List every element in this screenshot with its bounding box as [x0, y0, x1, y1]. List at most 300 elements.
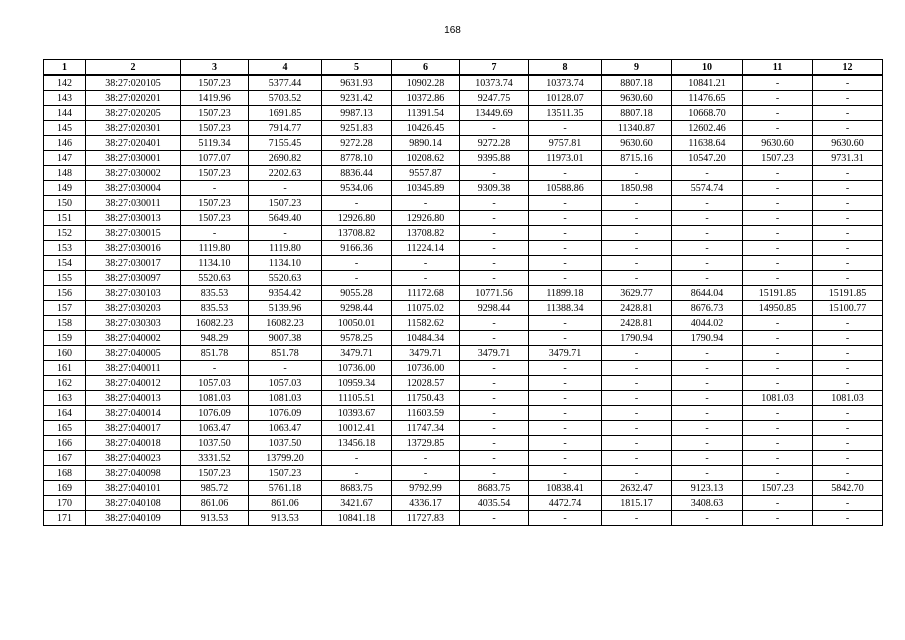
table-cell: 155 — [44, 271, 86, 286]
table-cell: - — [322, 466, 392, 481]
table-cell: 38:27:030017 — [86, 256, 181, 271]
table-cell: 11388.34 — [529, 301, 602, 316]
table-cell: 159 — [44, 331, 86, 346]
table-cell: 38:27:020205 — [86, 106, 181, 121]
table-cell: 5703.52 — [249, 91, 322, 106]
table-cell: - — [813, 121, 883, 136]
table-cell: 38:27:030015 — [86, 226, 181, 241]
table-cell: - — [672, 406, 743, 421]
table-cell: - — [602, 436, 672, 451]
table-cell: 10841.18 — [322, 511, 392, 526]
table-cell: - — [813, 166, 883, 181]
table-cell: 1507.23 — [743, 481, 813, 496]
column-header-8: 8 — [529, 60, 602, 76]
table-cell: - — [460, 466, 529, 481]
table-cell: - — [813, 331, 883, 346]
table-row — [44, 91, 883, 106]
table-row — [44, 406, 883, 421]
column-header-2: 2 — [86, 60, 181, 76]
table-cell: - — [743, 91, 813, 106]
table-row — [44, 286, 883, 301]
table-row — [44, 436, 883, 451]
table-cell: 1507.23 — [181, 106, 249, 121]
table-cell: 168 — [44, 466, 86, 481]
table-cell: 9757.81 — [529, 136, 602, 151]
table-cell: 4472.74 — [529, 496, 602, 511]
table-cell: - — [672, 196, 743, 211]
table-cell: 3479.71 — [460, 346, 529, 361]
table-cell: - — [249, 226, 322, 241]
table-cell: 10373.74 — [460, 75, 529, 91]
table-cell: 10547.20 — [672, 151, 743, 166]
table-cell: 10736.00 — [392, 361, 460, 376]
table-cell: - — [743, 226, 813, 241]
table-cell: - — [460, 166, 529, 181]
table-cell: 8807.18 — [602, 75, 672, 91]
table-cell: 169 — [44, 481, 86, 496]
table-cell: 1507.23 — [181, 75, 249, 91]
table-cell: - — [813, 466, 883, 481]
table-cell: - — [602, 361, 672, 376]
table-cell: 10841.21 — [672, 75, 743, 91]
table-header — [44, 60, 883, 76]
table-cell: 4044.02 — [672, 316, 743, 331]
table-cell: - — [392, 256, 460, 271]
table-cell: - — [672, 466, 743, 481]
table-cell: - — [602, 466, 672, 481]
column-header-5: 5 — [322, 60, 392, 76]
table-cell: 2632.47 — [602, 481, 672, 496]
table-cell: - — [602, 421, 672, 436]
table-cell: 1815.17 — [602, 496, 672, 511]
table-cell: - — [743, 211, 813, 226]
table-cell: 38:27:040109 — [86, 511, 181, 526]
table-cell: 11638.64 — [672, 136, 743, 151]
table-cell: - — [672, 451, 743, 466]
table-cell: - — [392, 271, 460, 286]
column-header-4: 4 — [249, 60, 322, 76]
table-cell: 9792.99 — [392, 481, 460, 496]
table-cell: 164 — [44, 406, 86, 421]
table-cell: 4336.17 — [392, 496, 460, 511]
table-cell: - — [529, 421, 602, 436]
table-cell: - — [743, 241, 813, 256]
table-cell: - — [460, 271, 529, 286]
table-cell: 143 — [44, 91, 86, 106]
table-cell: 38:27:030002 — [86, 166, 181, 181]
table-cell: 9987.13 — [322, 106, 392, 121]
table-cell: 10902.28 — [392, 75, 460, 91]
table-cell: 9890.14 — [392, 136, 460, 151]
table-cell: 835.53 — [181, 301, 249, 316]
table-cell: 167 — [44, 451, 86, 466]
table-cell: 1134.10 — [249, 256, 322, 271]
table-cell: 835.53 — [181, 286, 249, 301]
table-cell: 11750.43 — [392, 391, 460, 406]
table-cell: - — [529, 121, 602, 136]
table-cell: 145 — [44, 121, 86, 136]
table-cell: 9578.25 — [322, 331, 392, 346]
table-cell: - — [743, 451, 813, 466]
table-cell: 5139.96 — [249, 301, 322, 316]
table-cell: - — [460, 331, 529, 346]
table-cell: 9631.93 — [322, 75, 392, 91]
table-cell: 15191.85 — [813, 286, 883, 301]
table-cell: 147 — [44, 151, 86, 166]
table-cell: 11973.01 — [529, 151, 602, 166]
table-cell: - — [672, 361, 743, 376]
header-row — [44, 60, 883, 76]
table-cell: 152 — [44, 226, 86, 241]
table-cell: 4035.54 — [460, 496, 529, 511]
table-cell: - — [813, 75, 883, 91]
table-cell: - — [813, 196, 883, 211]
table-cell: - — [460, 421, 529, 436]
table-cell: 8683.75 — [460, 481, 529, 496]
table-cell: 1691.85 — [249, 106, 322, 121]
table-cell: 154 — [44, 256, 86, 271]
table-cell: - — [743, 436, 813, 451]
table-cell: - — [743, 121, 813, 136]
table-cell: 3479.71 — [392, 346, 460, 361]
table-cell: 5761.18 — [249, 481, 322, 496]
table-cell: 146 — [44, 136, 86, 151]
table-cell: - — [460, 316, 529, 331]
table-cell: - — [460, 361, 529, 376]
table-cell: - — [249, 361, 322, 376]
table-cell: - — [813, 256, 883, 271]
table-row — [44, 331, 883, 346]
table-cell: 153 — [44, 241, 86, 256]
table-cell: 38:27:020105 — [86, 75, 181, 91]
table-cell: 38:27:020301 — [86, 121, 181, 136]
column-header-12: 12 — [813, 60, 883, 76]
table-cell: 9630.60 — [813, 136, 883, 151]
table-cell: - — [743, 256, 813, 271]
table-cell: - — [813, 211, 883, 226]
table-cell: 11747.34 — [392, 421, 460, 436]
table-cell: - — [813, 376, 883, 391]
table-cell: 2202.63 — [249, 166, 322, 181]
table-cell: 1119.80 — [249, 241, 322, 256]
table-cell: 1790.94 — [602, 331, 672, 346]
table-cell: 38:27:040018 — [86, 436, 181, 451]
table-cell: - — [181, 361, 249, 376]
table-cell: - — [529, 511, 602, 526]
table-cell: - — [743, 376, 813, 391]
table-cell: 9630.60 — [743, 136, 813, 151]
table-cell: 10372.86 — [392, 91, 460, 106]
table-cell: 9007.38 — [249, 331, 322, 346]
table-cell: - — [813, 226, 883, 241]
table-cell: 5842.70 — [813, 481, 883, 496]
table-cell: - — [743, 181, 813, 196]
table-row — [44, 271, 883, 286]
table-cell: 11340.87 — [602, 121, 672, 136]
table-cell: - — [322, 196, 392, 211]
table-row — [44, 466, 883, 481]
table-cell: 1076.09 — [249, 406, 322, 421]
table-cell: 13729.85 — [392, 436, 460, 451]
table-cell: 1081.03 — [813, 391, 883, 406]
table-row — [44, 301, 883, 316]
table-cell: - — [743, 361, 813, 376]
table-cell: - — [813, 451, 883, 466]
table-cell: 38:27:030016 — [86, 241, 181, 256]
table-cell: 38:27:040013 — [86, 391, 181, 406]
table-cell: - — [672, 436, 743, 451]
table-cell: 11603.59 — [392, 406, 460, 421]
table-cell: 9272.28 — [460, 136, 529, 151]
table-cell: 1134.10 — [181, 256, 249, 271]
table-cell: - — [602, 226, 672, 241]
table-cell: 1507.23 — [743, 151, 813, 166]
table-cell: 10208.62 — [392, 151, 460, 166]
table-cell: - — [460, 241, 529, 256]
table-cell: 144 — [44, 106, 86, 121]
table-cell: - — [602, 271, 672, 286]
table-cell: 38:27:030001 — [86, 151, 181, 166]
table-cell: - — [602, 241, 672, 256]
table-cell: 11899.18 — [529, 286, 602, 301]
table-cell: 5574.74 — [672, 181, 743, 196]
table-cell: 166 — [44, 436, 86, 451]
table-cell: 8778.10 — [322, 151, 392, 166]
table-cell: 38:27:030203 — [86, 301, 181, 316]
table-cell: 13799.20 — [249, 451, 322, 466]
table-cell: 16082.23 — [181, 316, 249, 331]
table-cell: - — [813, 346, 883, 361]
table-cell: 15100.77 — [813, 301, 883, 316]
table-cell: 913.53 — [181, 511, 249, 526]
table-cell: - — [322, 256, 392, 271]
table-cell: - — [529, 271, 602, 286]
table-cell: - — [672, 511, 743, 526]
table-cell: - — [813, 496, 883, 511]
table-cell: 38:27:020401 — [86, 136, 181, 151]
table-cell: - — [672, 421, 743, 436]
table-cell: 1081.03 — [181, 391, 249, 406]
table-cell: 158 — [44, 316, 86, 331]
table-cell: 10012.41 — [322, 421, 392, 436]
table-cell: 162 — [44, 376, 86, 391]
table-cell: - — [602, 166, 672, 181]
table-cell: 9630.60 — [602, 136, 672, 151]
table-cell: - — [743, 466, 813, 481]
table-cell: - — [529, 196, 602, 211]
table-row — [44, 481, 883, 496]
table-cell: 38:27:020201 — [86, 91, 181, 106]
table-row — [44, 391, 883, 406]
table-cell: 10959.34 — [322, 376, 392, 391]
table-cell: - — [529, 391, 602, 406]
table-cell: 9166.36 — [322, 241, 392, 256]
table-cell: - — [529, 226, 602, 241]
table-cell: 1507.23 — [181, 196, 249, 211]
table-cell: 851.78 — [181, 346, 249, 361]
table-cell: 12028.57 — [392, 376, 460, 391]
table-cell: - — [529, 166, 602, 181]
table-cell: 12926.80 — [322, 211, 392, 226]
table-row — [44, 211, 883, 226]
table-cell: 11727.83 — [392, 511, 460, 526]
table-cell: 3408.63 — [672, 496, 743, 511]
table-cell: 12602.46 — [672, 121, 743, 136]
table-cell: 38:27:040014 — [86, 406, 181, 421]
table-cell: 2428.81 — [602, 316, 672, 331]
table-cell: 5520.63 — [181, 271, 249, 286]
table-cell: - — [529, 376, 602, 391]
table-cell: 1119.80 — [181, 241, 249, 256]
table-cell: - — [460, 391, 529, 406]
table-cell: - — [672, 271, 743, 286]
table-body — [44, 75, 883, 526]
table-cell: - — [529, 316, 602, 331]
page-number: 168 — [444, 25, 461, 36]
table-cell: 165 — [44, 421, 86, 436]
table-cell: 1037.50 — [181, 436, 249, 451]
table-cell: 9123.13 — [672, 481, 743, 496]
table-row — [44, 256, 883, 271]
table-cell: - — [529, 211, 602, 226]
table-cell: 15191.85 — [743, 286, 813, 301]
table-cell: 9272.28 — [322, 136, 392, 151]
table-cell: - — [743, 271, 813, 286]
table-cell: - — [392, 451, 460, 466]
table-cell: 9055.28 — [322, 286, 392, 301]
table-cell: 9395.88 — [460, 151, 529, 166]
table-cell: - — [529, 256, 602, 271]
table-cell: 10838.41 — [529, 481, 602, 496]
table-cell: - — [813, 241, 883, 256]
table-cell: - — [743, 331, 813, 346]
column-header-1: 1 — [44, 60, 86, 76]
table-cell: 16082.23 — [249, 316, 322, 331]
table-cell: 985.72 — [181, 481, 249, 496]
table-cell: - — [813, 271, 883, 286]
table-row — [44, 196, 883, 211]
table-cell: - — [460, 226, 529, 241]
table-cell: - — [602, 376, 672, 391]
table-cell: 11391.54 — [392, 106, 460, 121]
table-cell: - — [743, 106, 813, 121]
table-cell: - — [813, 436, 883, 451]
table-row — [44, 421, 883, 436]
table-cell: 7914.77 — [249, 121, 322, 136]
table-cell: 1081.03 — [249, 391, 322, 406]
table-cell: - — [743, 346, 813, 361]
table-cell: 14950.85 — [743, 301, 813, 316]
table-cell: 10373.74 — [529, 75, 602, 91]
table-row — [44, 181, 883, 196]
table-cell: - — [460, 436, 529, 451]
table-cell: 1507.23 — [249, 466, 322, 481]
table-cell: - — [743, 166, 813, 181]
table-row — [44, 451, 883, 466]
table-cell: - — [529, 331, 602, 346]
table-cell: - — [392, 466, 460, 481]
table-cell: 11172.68 — [392, 286, 460, 301]
table-cell: 861.06 — [181, 496, 249, 511]
table-cell: - — [602, 346, 672, 361]
table-row — [44, 226, 883, 241]
table-cell: 10484.34 — [392, 331, 460, 346]
table-cell: 1790.94 — [672, 331, 743, 346]
table-cell: 9557.87 — [392, 166, 460, 181]
table-row — [44, 121, 883, 136]
table-cell: 157 — [44, 301, 86, 316]
table-cell: 170 — [44, 496, 86, 511]
table-cell: - — [672, 256, 743, 271]
table-cell: - — [813, 421, 883, 436]
table-cell: 1507.23 — [181, 166, 249, 181]
table-cell: 8683.75 — [322, 481, 392, 496]
table-cell: 9534.06 — [322, 181, 392, 196]
table-cell: 38:27:040098 — [86, 466, 181, 481]
table-row — [44, 361, 883, 376]
table-cell: 38:27:030303 — [86, 316, 181, 331]
table-cell: 9630.60 — [602, 91, 672, 106]
table-cell: 38:27:030011 — [86, 196, 181, 211]
table-cell: - — [460, 376, 529, 391]
table-cell: 5377.44 — [249, 75, 322, 91]
table-cell: 1063.47 — [249, 421, 322, 436]
table-cell: 38:27:040101 — [86, 481, 181, 496]
table-cell: - — [813, 406, 883, 421]
table-cell: 38:27:040023 — [86, 451, 181, 466]
table-cell: 1037.50 — [249, 436, 322, 451]
table-cell: - — [672, 166, 743, 181]
table-cell: 38:27:030013 — [86, 211, 181, 226]
table-cell: 11582.62 — [392, 316, 460, 331]
table-cell: 10345.89 — [392, 181, 460, 196]
table-cell: 11075.02 — [392, 301, 460, 316]
table-cell: 10588.86 — [529, 181, 602, 196]
column-header-9: 9 — [602, 60, 672, 76]
table-cell: - — [743, 316, 813, 331]
table-cell: 156 — [44, 286, 86, 301]
table-cell: 12926.80 — [392, 211, 460, 226]
table-row — [44, 346, 883, 361]
table-cell: 38:27:040012 — [86, 376, 181, 391]
table-cell: 148 — [44, 166, 86, 181]
table-cell: 913.53 — [249, 511, 322, 526]
table-cell: 163 — [44, 391, 86, 406]
column-header-10: 10 — [672, 60, 743, 76]
table-cell: 9309.38 — [460, 181, 529, 196]
table-cell: 9231.42 — [322, 91, 392, 106]
table-cell: - — [672, 391, 743, 406]
table-cell: 11105.51 — [322, 391, 392, 406]
table-cell: 13456.18 — [322, 436, 392, 451]
table-cell: 11476.65 — [672, 91, 743, 106]
table-cell: - — [460, 121, 529, 136]
table-cell: - — [460, 511, 529, 526]
table-cell: - — [602, 391, 672, 406]
table-cell: 13708.82 — [322, 226, 392, 241]
table-cell: - — [602, 256, 672, 271]
table-cell: 7155.45 — [249, 136, 322, 151]
table-cell: - — [813, 181, 883, 196]
table-row — [44, 151, 883, 166]
table-cell: 2690.82 — [249, 151, 322, 166]
table-cell: 1076.09 — [181, 406, 249, 421]
column-header-7: 7 — [460, 60, 529, 76]
column-header-6: 6 — [392, 60, 460, 76]
table-row — [44, 106, 883, 121]
table-cell: - — [743, 196, 813, 211]
table-cell: 38:27:030004 — [86, 181, 181, 196]
